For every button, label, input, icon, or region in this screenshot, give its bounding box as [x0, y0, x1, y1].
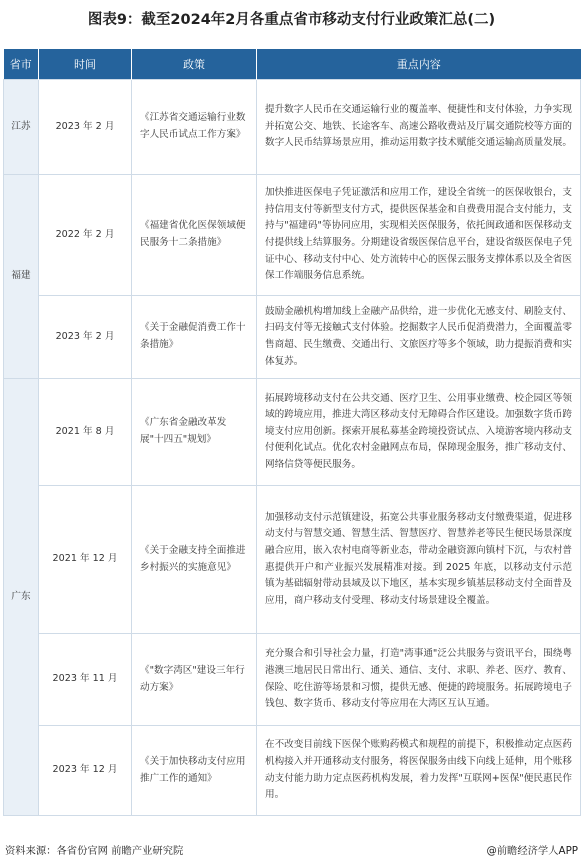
time-cell: 2023 年 2 月	[39, 80, 132, 175]
header-time: 时间	[39, 49, 132, 80]
time-cell: 2023 年 2 月	[39, 296, 132, 379]
brand-credit: @前瞻经济学人APP	[486, 844, 578, 857]
table-row	[4, 634, 581, 726]
policy-table	[3, 49, 581, 816]
table-header-row	[4, 49, 581, 80]
table-row	[4, 80, 581, 175]
content-cell: 加快推进医保电子凭证激活和应用工作，建设全省统一的医保收银台，支持信用支付等新型支付方式，提供医保基金和自费费用混合支付能力，支持与"福建码"等协同应用，实现相关医保服务，依托闽政通和医保移动支付提供线上结算服务。分期建设省级医保信息平台，建设省级医保电子凭证中心、移动支付中心、处方流转中心的医保云服务支撑体系以及全省医保工作端服务信息系统。	[257, 175, 581, 296]
time-cell: 2021 年 8 月	[39, 379, 132, 486]
content-cell: 鼓励金融机构增加线上金融产品供给，进一步优化无感支付、刷脸支付、扫码支付等无接触式支付体验。挖掘数字人民币促消费潜力，全面覆盖零售商超、民生缴费、交通出行、文旅医疗等多个领域，助力提振消费和实体复苏。	[257, 296, 581, 379]
time-cell: 2021 年 12 月	[39, 486, 132, 634]
content-cell: 加强移动支付示范镇建设，拓宽公共事业服务移动支付缴费渠道，促进移动支付与智慧交通、智慧生活、智慧医疗、智慧养老等民生便民场景深度融合应用，嵌入农村电商等新业态，带动金融资源向镇村下沉，与农村普惠提供开户和产业振兴发展精准对接。到 2025 年底，以移动支付示范镇为基础辐射带动县域及以下地区，基本实现乡镇基层移动支付全面普及应用，商户移动支付受理、移动支付场景建设全覆盖。	[257, 486, 581, 634]
policy-cell: 《福建省优化医保领域便民服务十二条措施》	[132, 175, 257, 296]
policy-cell: 《关于金融促消费工作十条措施》	[132, 296, 257, 379]
header-policy: 政策	[132, 49, 257, 80]
table-row	[4, 726, 581, 816]
table-row	[4, 175, 581, 296]
policy-cell: 《关于金融支持全面推进乡村振兴的实施意见》	[132, 486, 257, 634]
table-row	[4, 296, 581, 379]
content-cell: 提升数字人民币在交通运输行业的覆盖率、便捷性和支付体验，力争实现并拓宽公交、地铁、长途客车、高速公路收费站及厅属交通院校等方面的数字人民币结算场景应用，推动运用数字技术赋能交通运输高质量发展。	[257, 80, 581, 175]
table-row	[4, 486, 581, 634]
policy-cell: 《江苏省交通运输行业数字人民币试点工作方案》	[132, 80, 257, 175]
header-content: 重点内容	[257, 49, 581, 80]
time-cell: 2022 年 2 月	[39, 175, 132, 296]
content-cell: 在不改变目前线下医保个账购药模式和规程的前提下，积极推动定点医药机构接入并开通移动支付服务，将医保服务由线下向线上延伸，用个账移动支付能力助力定点医药机构发展，着力发挥"互联网+医保"便民惠民作用。	[257, 726, 581, 816]
policy-cell: 《"数字湾区"建设三年行动方案》	[132, 634, 257, 726]
source-note: 资料来源：各省份官网 前瞻产业研究院	[5, 844, 184, 857]
time-cell: 2023 年 11 月	[39, 634, 132, 726]
policy-cell: 《广东省金融改革发展"十四五"规划》	[132, 379, 257, 486]
province-cell: 福建	[4, 175, 39, 379]
province-cell: 广东	[4, 379, 39, 816]
footer	[3, 838, 580, 860]
content-cell: 充分聚合和引导社会力量，打造"湾事通"泛公共服务与资讯平台，围绕粤港澳三地居民日常出行、通关、通信、支付、求职、养老、医疗、教育、保险、吃住游等场景和习惯，提供无感、便捷的跨境服务。拓展跨境电子钱包、数字货币、移动支付等应用在大湾区互认互通。	[257, 634, 581, 726]
page-title: 图表9：截至2024年2月各重点省市移动支付行业政策汇总(二)	[87, 11, 496, 28]
header-province: 省市	[4, 49, 39, 80]
time-cell: 2023 年 12 月	[39, 726, 132, 816]
policy-cell: 《关于加快移动支付应用推广工作的通知》	[132, 726, 257, 816]
province-cell: 江苏	[4, 80, 39, 175]
table-row	[4, 379, 581, 486]
content-cell: 拓展跨境移动支付在公共交通、医疗卫生、公用事业缴费、校企园区等领域的跨境应用，推进大湾区移动支付无障碍合作区建设。加强数字货币跨境支付应用创新。探索开展私募基金跨境投资试点、入境游客境内移动支付便利化试点。优化农村金融网点布局，保障现金服务，推广移动支付、网络信贷等便民服务。	[257, 379, 581, 486]
